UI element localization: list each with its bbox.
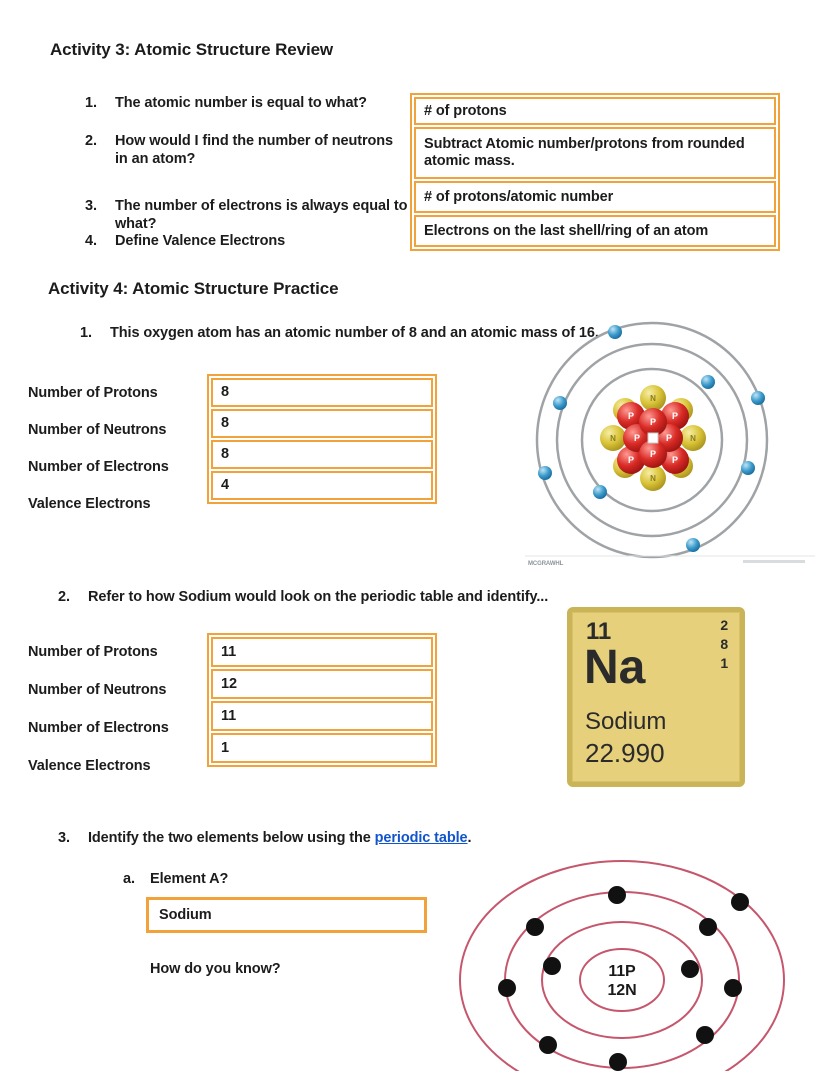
periodic-table-link[interactable]: periodic table [374, 830, 468, 846]
activity3-answer-stack [410, 93, 780, 251]
activity4-heading: Activity 4: Atomic Structure Practice [48, 279, 339, 298]
table2-value-stack [207, 633, 437, 767]
answer-box[interactable]: Electrons on the last shell/ring of an atom [414, 215, 776, 247]
field-label: Number of Electrons [28, 720, 169, 736]
field-value-box[interactable]: 11 [211, 701, 433, 731]
question-text [88, 830, 618, 848]
question-item [85, 198, 415, 233]
proton-label: P [628, 411, 634, 421]
question-number: 2. [58, 589, 70, 605]
config-shell-1: 2 [720, 617, 728, 633]
proton-label: P [666, 433, 672, 443]
question-item [85, 233, 405, 251]
config-shell-2: 8 [720, 636, 728, 652]
nucleus-neutrons-label: 12N [607, 982, 637, 999]
field-label: Number of Neutrons [28, 421, 167, 438]
field-label: Valence Electrons [28, 495, 151, 512]
question-item [85, 133, 405, 168]
nucleus-protons-label: 11P [608, 963, 636, 980]
question-text: The number of electrons is always equal to what? [115, 198, 408, 232]
question-number: 2. [85, 133, 97, 149]
field-label: Valence Electrons [28, 758, 151, 774]
question-number: 3. [85, 198, 97, 214]
sodium-tile-image [567, 607, 745, 787]
question-number: 1. [85, 95, 97, 111]
sub-question-text: Element A? [150, 871, 229, 887]
question-text-suffix: . [467, 830, 472, 846]
watermark-fine-print [743, 560, 805, 563]
config-shell-3: 1 [720, 655, 728, 671]
proton-label: P [672, 455, 678, 465]
proton-label: P [628, 455, 634, 465]
field-value-box[interactable]: 4 [211, 471, 433, 500]
field-value-box[interactable]: 8 [211, 409, 433, 438]
question-number: 4. [85, 233, 97, 249]
field-value-box[interactable]: 8 [211, 378, 433, 407]
oxygen-atom-svg [495, 315, 828, 578]
proton-label: P [650, 449, 656, 459]
element-a-answer-box[interactable]: Sodium [146, 897, 427, 933]
answer-box[interactable]: Subtract Atomic number/protons from rounded atomic mass. [414, 127, 776, 179]
neutron-label: N [650, 474, 656, 483]
question-text: The atomic number is equal to what? [115, 95, 367, 111]
question-text: This oxygen atom has an atomic number of 8 and an atomic mass of 16. [110, 325, 599, 341]
followup-question: How do you know? [150, 961, 281, 977]
activity3-heading: Activity 3: Atomic Structure Review [50, 40, 334, 59]
field-label: Number of Protons [28, 644, 158, 660]
question-text: Refer to how Sodium would look on the periodic table and identify... [88, 589, 549, 605]
table1-value-stack [207, 374, 437, 504]
tile-element-name: Sodium [585, 708, 667, 735]
field-value-box[interactable]: 12 [211, 669, 433, 699]
watermark: MCGRAWHL [528, 561, 564, 567]
field-value-box[interactable]: 11 [211, 637, 433, 667]
tile-symbol: Na [584, 641, 646, 694]
neutron-label: N [610, 434, 616, 443]
question-text-prefix: Identify the two elements below using the [88, 830, 375, 846]
nucleus [600, 385, 706, 491]
oxygen-atom-image [495, 315, 828, 578]
tile-atomic-number: 11 [586, 618, 612, 645]
sodium-bohr-image [445, 858, 828, 1071]
field-label: Number of Electrons [28, 458, 169, 475]
sub-question [123, 871, 423, 889]
answer-box[interactable]: # of protons [414, 97, 776, 125]
neutron-label: N [650, 394, 656, 403]
proton-label: P [650, 417, 656, 427]
question-number: 1. [80, 325, 92, 341]
proton-label: P [672, 411, 678, 421]
neutron-label: N [690, 434, 696, 443]
field-label: Number of Neutrons [28, 682, 167, 698]
question-item [58, 830, 618, 848]
tile-electron-config [720, 616, 728, 673]
answer-box[interactable]: # of protons/atomic number [414, 181, 776, 213]
question-item [85, 95, 405, 113]
question-number: 3. [58, 830, 70, 846]
field-label-column [28, 374, 203, 522]
question-item [58, 589, 618, 607]
question-text: How would I find the number of neutrons in an atom? [115, 133, 394, 167]
field-value-box[interactable]: 1 [211, 733, 433, 763]
field-label: Number of Protons [28, 384, 158, 401]
sub-question-letter: a. [123, 871, 135, 887]
field-value-box[interactable]: 8 [211, 440, 433, 469]
sodium-bohr-svg [445, 858, 828, 1071]
proton-label: P [634, 433, 640, 443]
question-text: Define Valence Electrons [115, 233, 286, 249]
tile-atomic-mass: 22.990 [585, 738, 665, 768]
field-label-column [28, 633, 203, 785]
